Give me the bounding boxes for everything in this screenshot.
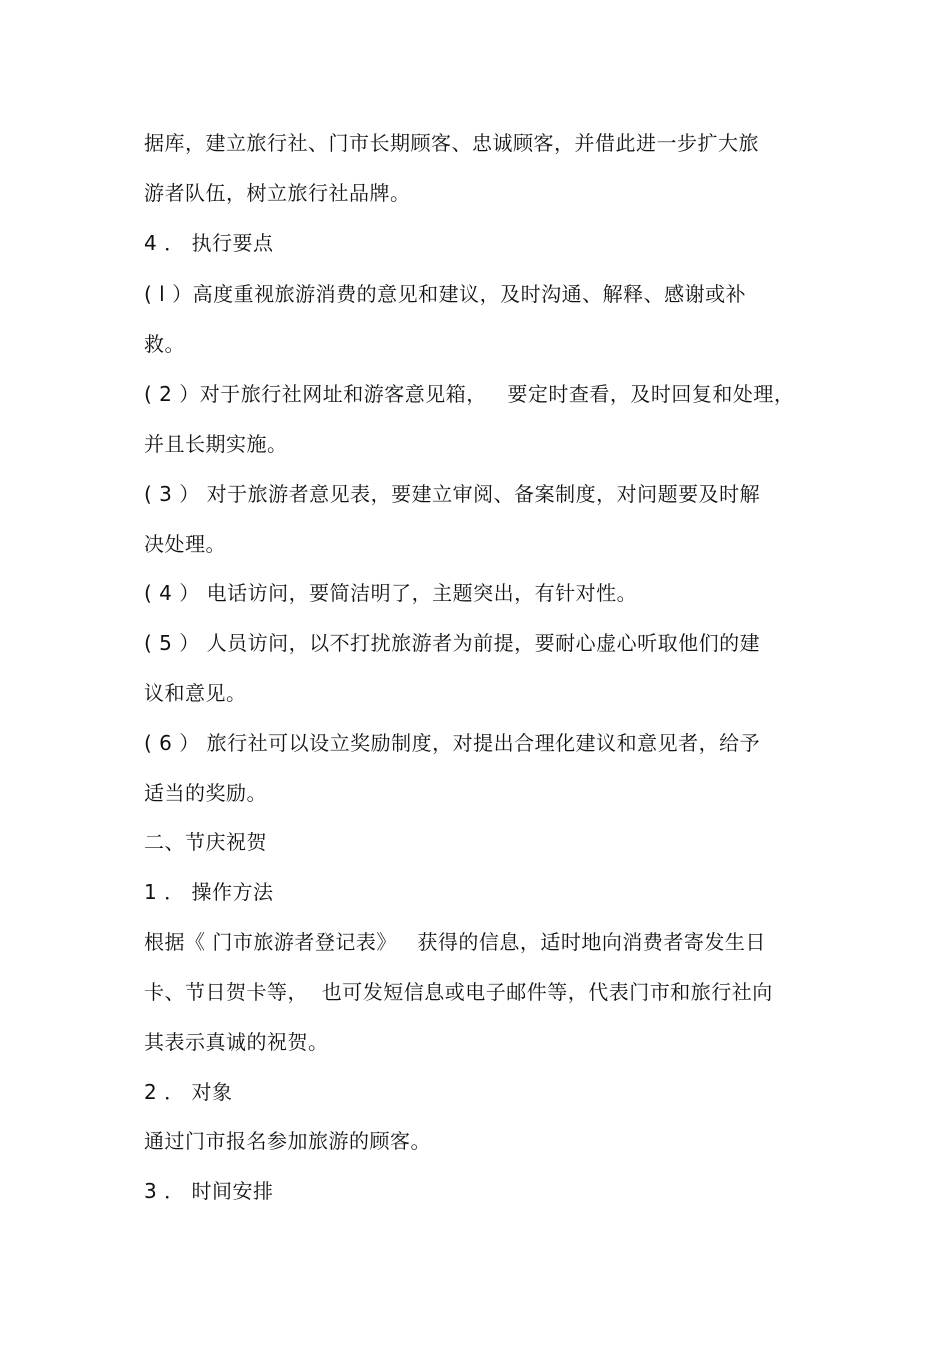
paragraph-line: 通过门市报名参加旅游的顾客。 bbox=[144, 1129, 431, 1153]
list-item: ( 3 ） 对于旅游者意见表，要建立审阅、备案制度，对问题要及时解 bbox=[144, 482, 761, 506]
paragraph-line: 议和意见。 bbox=[144, 681, 247, 705]
paragraph-line: 据库，建立旅行社、门市长期顾客、忠诚顾客，并借此进一步扩大旅 bbox=[144, 131, 759, 155]
paragraph-line: 其表示真诚的祝贺。 bbox=[144, 1030, 329, 1054]
list-item: ( l ）高度重视旅游消费的意见和建议，及时沟通、解释、感谢或补 bbox=[144, 282, 747, 306]
paragraph-line: 根据《 门市旅游者登记表》 获得的信息，适时地向消费者寄发生日 bbox=[144, 930, 766, 954]
paragraph-line: 游者队伍，树立旅行社品牌。 bbox=[144, 181, 411, 205]
paragraph-line: 决处理。 bbox=[144, 532, 226, 556]
list-item: ( 2 ）对于旅行社网址和游客意见箱， 要定时查看，及时回复和处理， bbox=[144, 382, 795, 406]
paragraph-line: 适当的奖励。 bbox=[144, 781, 267, 805]
section-heading: 4 ． 执行要点 bbox=[144, 231, 274, 255]
section-heading: 3 ． 时间安排 bbox=[144, 1179, 274, 1203]
list-item: ( 5 ） 人员访问，以不打扰旅游者为前提，要耐心虚心听取他们的建 bbox=[144, 631, 761, 655]
paragraph-line: 卡、节日贺卡等， 也可发短信息或电子邮件等，代表门市和旅行社向 bbox=[144, 980, 773, 1004]
section-heading: 2 ． 对象 bbox=[144, 1080, 233, 1104]
list-item: ( 4 ） 电话访问，要简洁明了，主题突出，有针对性。 bbox=[144, 581, 638, 605]
section-heading: 二、节庆祝贺 bbox=[144, 830, 267, 854]
paragraph-line: 救。 bbox=[144, 332, 185, 356]
list-item: ( 6 ） 旅行社可以设立奖励制度，对提出合理化建议和意见者，给予 bbox=[144, 731, 761, 755]
paragraph-line: 并且长期实施。 bbox=[144, 432, 288, 456]
section-heading: 1 ． 操作方法 bbox=[144, 880, 274, 904]
